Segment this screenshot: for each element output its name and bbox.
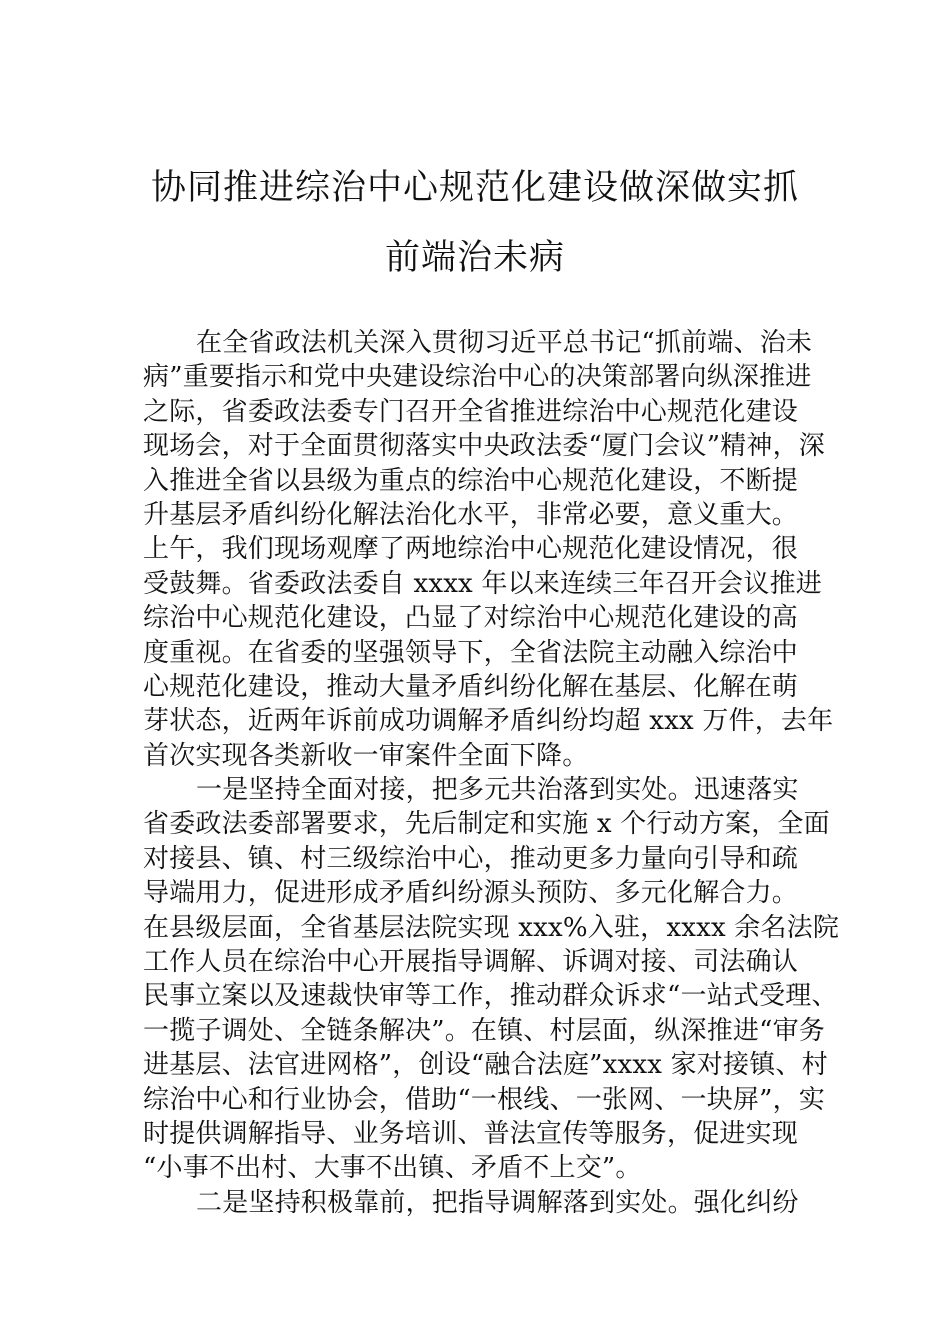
body-text-line: 民事立案以及速裁快审等工作，推动群众诉求“一站式受理、	[143, 981, 838, 1012]
body-text-line: 上午，我们现场观摩了两地综治中心规范化建设情况，很	[143, 534, 799, 565]
body-text-line: 一揽子调处、全链条解决”。在镇、村层面，纵深推进“审务	[143, 1015, 825, 1046]
body-text-line: 进基层、法官进网格”，创设“融合法庭”xxxx 家对接镇、村	[143, 1050, 828, 1081]
document-title-line-2: 前端治未病	[384, 238, 565, 278]
body-text-line: “小事不出村、大事不出镇、矛盾不上交”。	[143, 1153, 642, 1184]
body-text-line: 心规范化建设，推动大量矛盾纠纷化解在基层、化解在萌	[143, 671, 799, 702]
body-text-line: 芽状态，近两年诉前成功调解矛盾纠纷均超 xxx 万件，去年	[143, 706, 834, 737]
body-text-line: 现场会，对于全面贯彻落实中央政法委“厦门会议”精神，深	[143, 431, 825, 462]
body-text-line: 省委政法委部署要求，先后制定和实施 x 个行动方案，全面	[143, 809, 830, 840]
body-text-line: 在全省政法机关深入贯彻习近平总书记“抓前端、治未	[196, 328, 813, 358]
document-body	[143, 326, 840, 1220]
body-text-line: 导端用力，促进形成矛盾纠纷源头预防、多元化解合力。	[143, 878, 799, 909]
body-text-line: 在县级层面，全省基层法院实现 xxx%入驻，xxxx 余名法院	[143, 912, 840, 943]
body-text-line: 入推进全省以县级为重点的综治中心规范化建设，不断提	[143, 465, 799, 496]
body-text-line: 综治中心规范化建设，凸显了对综治中心规范化建设的高	[143, 603, 799, 634]
body-text-line: 之际，省委政法委专门召开全省推进综治中心规范化建设	[143, 396, 799, 427]
body-text-line: 综治中心和行业协会，借助“一根线、一张网、一块屏”，实	[143, 1084, 825, 1115]
body-text-line: 时提供调解指导、业务培训、普法宣传等服务，促进实现	[143, 1118, 799, 1149]
body-text-line: 一是坚持全面对接，把多元共治落到实处。迅速落实	[196, 775, 799, 806]
body-text-line: 首次实现各类新收一审案件全面下降。	[143, 740, 589, 771]
body-text-line: 病”重要指示和党中央建设综治中心的决策部署向纵深推进	[143, 362, 812, 393]
body-text-line: 升基层矛盾纠纷化解法治化水平，非常必要，意义重大。	[143, 499, 799, 530]
body-text-line: 度重视。在省委的坚强领导下，全省法院主动融入综治中	[143, 637, 799, 668]
body-text-line: 受鼓舞。省委政法委自 xxxx 年以来连续三年召开会议推进	[143, 568, 822, 599]
body-text-line: 二是坚持积极靠前，把指导调解落到实处。强化纠纷	[196, 1187, 799, 1218]
body-text-line: 对接县、镇、村三级综治中心，推动更多力量向引导和疏	[143, 843, 799, 874]
document-title-line-1: 协同推进综治中心规范化建设做深做实抓	[150, 168, 799, 208]
body-text-line: 工作人员在综治中心开展指导调解、诉调对接、司法确认	[143, 947, 799, 978]
